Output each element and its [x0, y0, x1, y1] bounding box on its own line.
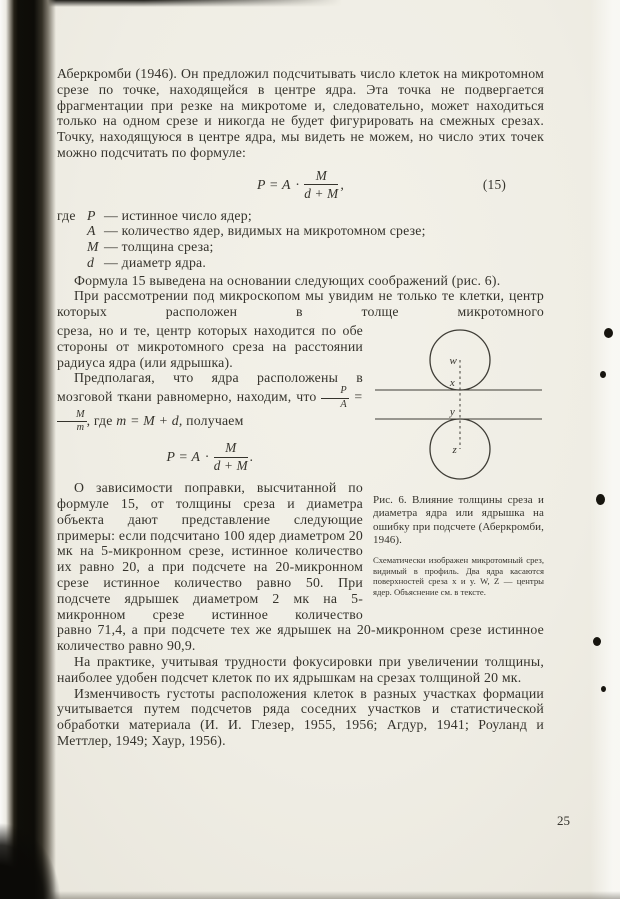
definition-text: — истинное число ядер; — [104, 207, 252, 223]
formula-derived — [57, 441, 363, 473]
figure-legend: Схематически изображен микротомный срез, видимый в профиль. Два ядра касаются поверхностей среза x и y. W, Z — центры ядер. Объяснение см. в тексте. — [373, 554, 544, 598]
page-right-edge — [590, 0, 620, 899]
paragraph-variability: Изменчивость густоты расположения клеток в разных участках формации учитывается путем подсчетов ряда соседних участков и статистической обработки материала (И. И. Глезер, 1955, 1956; Агдур, 1941; Роуланд и Меттлер, 1949; Хаур, 1956). — [57, 685, 544, 748]
formula-comma: , — [340, 176, 344, 192]
multiplication-dot: · — [295, 176, 300, 192]
fraction — [214, 441, 248, 473]
paragraph-practice: На практике, учитывая трудности фокусировки при увеличении толщины, наиболее удобен подсчет клеток по их ядрышкам на срезах толщиной 20 мк. — [57, 653, 544, 685]
formula-expression — [257, 169, 344, 201]
symbol: M — [87, 239, 99, 255]
fraction-denominator: d + M — [304, 185, 339, 201]
definition-text: — диаметр ядра. — [104, 254, 207, 270]
symbol: d — [87, 254, 95, 270]
page-number: 25 — [557, 813, 570, 828]
paragraph-examples: О зависимости поправки, высчитанной по формуле 15, от толщины среза и диаметра объекта дают представление следующие примеры: если подсчитано 100 ядер диаметром 20 мк на 5-микронном срезе, истинное количество их равно 20, а при подсчете на 20-микронном срезе истинное количество равно 50. При подсчете ядрышек диаметром 2 мк на 5-микронном срезе истинное количество — [57, 480, 363, 622]
label-w: w — [449, 355, 457, 368]
definitions-intro: где — [57, 207, 76, 223]
definition-row — [57, 223, 544, 239]
text-segment: Предполагая, что ядра расположены в мозговой ткани равномерно, находим, что — [57, 370, 363, 405]
formula-15 — [57, 169, 544, 201]
symbol: P — [87, 207, 96, 223]
symbol-definitions — [57, 208, 544, 271]
book-binding-shadow — [0, 0, 56, 899]
scan-speck — [601, 686, 606, 692]
scan-speck — [596, 494, 605, 505]
formula-expression — [167, 441, 254, 473]
fraction-numerator: M — [304, 169, 338, 185]
text-and-figure-columns — [57, 323, 544, 622]
paragraph-intro: Аберкромби (1946). Он предложил подсчитывать число клеток на микротомном срезе по точке, находящейся в центре ядра. Эта точка не подвергается фрагментации при резке на микротоме и, следовательно, может находиться только на одном срезе и никогда не будет фигурировать на смежных срезах. Точку, находящуюся в центре ядра, мы видеть не можем, но число этих точек можно подсчитать по формуле: — [57, 66, 544, 160]
definition-text: — толщина среза; — [104, 239, 214, 255]
text-segment: , где — [86, 413, 113, 429]
label-z: z — [452, 444, 457, 457]
text-segment: получаем — [186, 413, 244, 429]
paragraph-microscope: При рассмотрении под микроскопом мы увидим не только те клетки, центр которых расположен в толще микротомного — [57, 288, 544, 320]
inline-fraction-PA: $\frac{P}{A}$ — [321, 386, 348, 410]
fraction-denominator: d + M — [213, 458, 248, 474]
definition-row — [57, 255, 544, 271]
fraction — [304, 169, 338, 201]
formula-lhs: P = A — [257, 176, 291, 192]
symbol: A — [87, 223, 96, 239]
definition-row — [57, 239, 544, 255]
inline-fraction-Mm: $\frac{M}{m}$ — [57, 410, 87, 434]
narrow-text-column — [57, 323, 363, 622]
scan-speck — [604, 328, 613, 338]
scan-speck — [593, 637, 601, 646]
figure-6-diagram — [373, 326, 544, 482]
figure-6 — [373, 323, 544, 622]
page-content — [57, 66, 544, 749]
paragraph-formula-basis: Формула 15 выведена на основании следующих соображений (рис. 6). — [74, 272, 501, 288]
formula-lhs: P = A — [166, 449, 201, 465]
label-y: y — [449, 406, 455, 419]
paragraph-microscope-continued: среза, но и те, центр которых находится по обе стороны от микротомного среза на расстоянии радиуса ядра (или ядрышка). — [57, 323, 363, 370]
figure-caption: Рис. 6. Влияние толщины среза и диаметра ядра или ядрышка на ошибку при подсчете (Аберкромби, 1946). — [373, 494, 544, 547]
multiplication-dot: · — [205, 449, 209, 465]
paragraph-examples-continued: равно 71,4, а при подсчете тех же ядрышек на 20-микронном срезе истинное количество равно 90,9. — [57, 622, 544, 654]
math-expression: m = M + d, — [116, 413, 183, 429]
definition-text: — количество ядер, видимых на микротомном срезе; — [104, 223, 426, 239]
label-x: x — [449, 377, 455, 390]
fraction-numerator: M — [214, 441, 248, 457]
definition-row — [57, 208, 544, 224]
equation-number: (15) — [482, 176, 506, 192]
paragraph-assuming — [57, 370, 363, 433]
equals-sign: = — [353, 389, 364, 405]
scan-corner-shadow — [0, 769, 100, 899]
scan-speck — [600, 371, 606, 378]
formula-period: . — [249, 449, 254, 465]
